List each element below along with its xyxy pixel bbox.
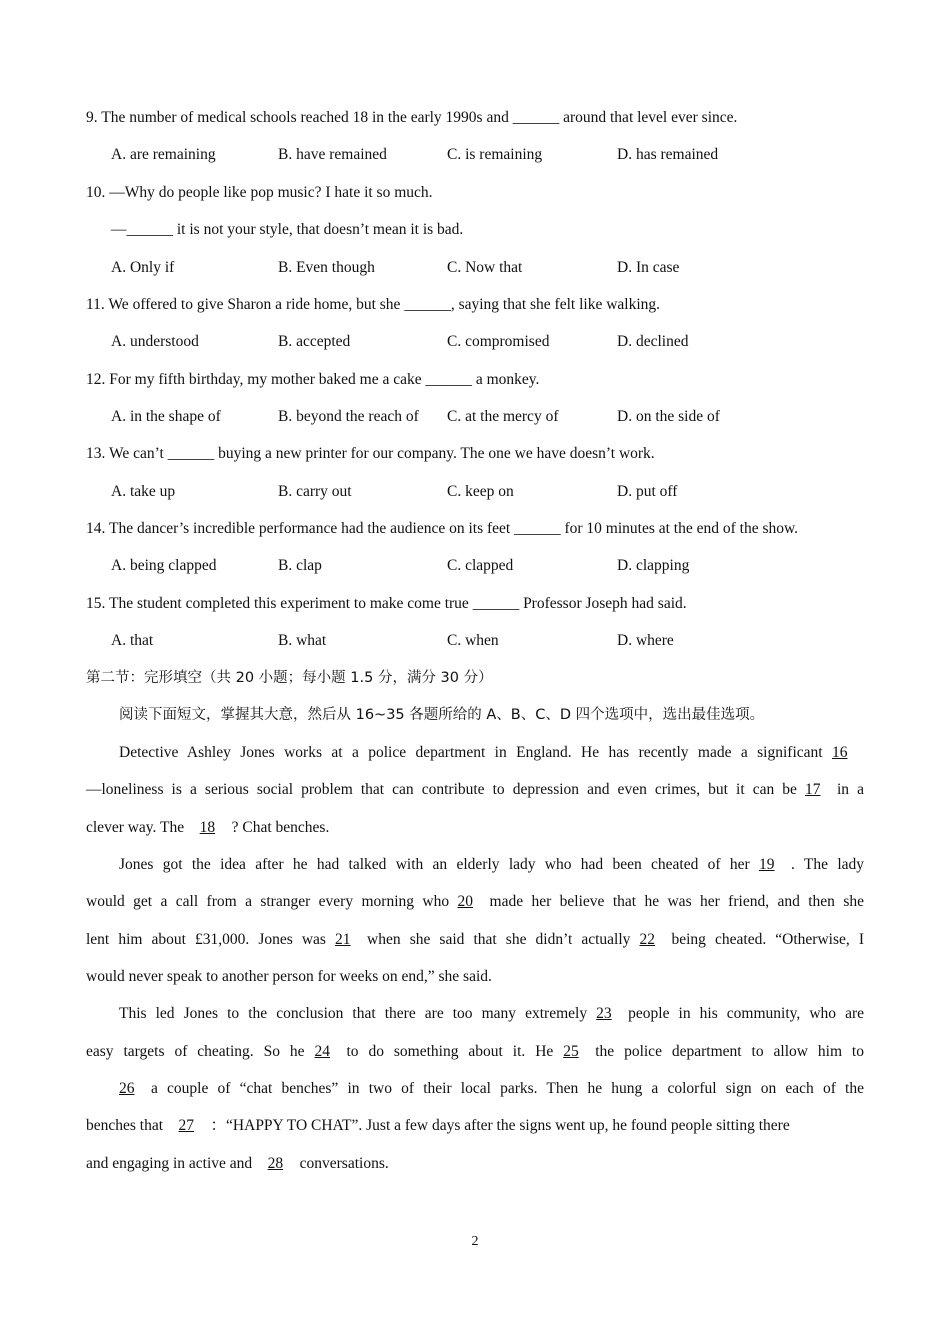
question-stem: —Why do people like pop music? I hate it so much. <box>109 184 433 201</box>
passage-text: lent him about £31,000. Jones was <box>86 931 326 948</box>
passage-text: cheated. <box>715 931 767 948</box>
question-number: 13. <box>86 445 106 462</box>
question-stem: We offered to give Sharon a ride home, but she ______, saying that she felt like walking. <box>108 296 661 313</box>
blank-28[interactable]: 28 <box>267 1155 284 1172</box>
passage-line <box>119 743 864 763</box>
option-d[interactable]: D. where <box>617 632 674 649</box>
passage-text: the police department to allow him to <box>595 1043 864 1060</box>
question-stem: We can’t ______ buying a new printer for our company. The one we have doesn’t work. <box>108 445 655 462</box>
passage-text: clever way. The <box>86 819 185 836</box>
passage-text: ? Chat benches. <box>231 819 330 836</box>
passage-text: . <box>791 856 795 873</box>
passage-line <box>119 1004 864 1024</box>
option-d[interactable]: D. In case <box>617 259 680 276</box>
passage-line <box>86 1154 866 1174</box>
option-b[interactable]: B. have remained <box>278 146 387 163</box>
question-10-reply <box>111 220 871 240</box>
question-stem: The student completed this experiment to make come true ______ Professor Joseph had said. <box>108 595 687 612</box>
question-number: 15. <box>86 595 106 612</box>
blank-25[interactable]: 25 <box>563 1043 579 1060</box>
blank-21[interactable]: 21 <box>335 931 351 948</box>
option-d[interactable]: D. put off <box>617 483 678 500</box>
passage-text: —loneliness is a serious social problem that can contribute to depression and even crimes, but it can be <box>86 781 797 798</box>
passage-text: in <box>836 781 850 798</box>
blank-20[interactable]: 20 <box>457 893 474 910</box>
option-a[interactable]: A. take up <box>111 483 176 500</box>
option-c[interactable]: C. is remaining <box>447 146 543 163</box>
option-c[interactable]: C. keep on <box>447 483 514 500</box>
question-number: 14. <box>86 520 106 537</box>
passage-line <box>86 892 864 912</box>
passage-text: conversations. <box>299 1155 389 1172</box>
question-stem: The dancer’s incredible performance had the audience on its feet ______ for 10 minutes at the end of the show. <box>108 520 799 537</box>
passage-text: easy targets of cheating. So he <box>86 1043 305 1060</box>
passage-text: This led Jones to the conclusion that there are too many extremely <box>119 1005 588 1022</box>
question-11 <box>86 295 866 315</box>
passage-text: “Otherwise, <box>775 931 850 948</box>
passage-text: when she said that she didn’t actually <box>367 931 631 948</box>
passage-text: being <box>671 931 706 948</box>
question-number: 9. <box>86 109 98 126</box>
option-c[interactable]: C. at the mercy of <box>447 408 559 425</box>
passage-text: lady <box>837 856 865 873</box>
question-number: 12. <box>86 371 106 388</box>
passage-text: to do something about it. He <box>346 1043 554 1060</box>
question-9 <box>86 108 866 128</box>
option-b[interactable]: B. clap <box>278 557 322 574</box>
blank-27[interactable]: 27 <box>178 1117 195 1134</box>
question-12 <box>86 370 866 390</box>
option-a[interactable]: A. in the shape of <box>111 408 221 425</box>
question-stem: The number of medical schools reached 18 in the early 1990s and ______ around that level ever since. <box>101 109 738 126</box>
option-c[interactable]: C. Now that <box>447 259 523 276</box>
option-b[interactable]: B. Even though <box>278 259 375 276</box>
question-number: 11. <box>86 296 105 313</box>
blank-19[interactable]: 19 <box>759 856 775 873</box>
passage-text: ：“HAPPY TO CHAT”. Just a few days after the signs went up, he found people sitting there <box>210 1117 790 1134</box>
option-b[interactable]: B. what <box>278 632 327 649</box>
section-instruction: 阅读下面短文，掌握其大意，然后从 16~35 各题所给的 A、B、C、D 四个选项中，选出最佳选项。 <box>119 707 765 723</box>
blank-17[interactable]: 17 <box>804 781 821 798</box>
passage-text: The <box>803 856 829 873</box>
passage-text: I <box>858 931 865 948</box>
passage-text: made her believe that he was her friend, and then she <box>489 893 864 910</box>
passage-text: people in his community, who are <box>628 1005 864 1022</box>
option-c[interactable]: C. clapped <box>447 557 514 574</box>
option-a[interactable]: A. being clapped <box>111 557 217 574</box>
passage-line <box>86 1116 866 1136</box>
passage-text: a couple of “chat benches” in two of their local parks. Then he hung a colorful sign on each of the <box>151 1080 864 1097</box>
option-a[interactable]: A. understood <box>111 333 199 350</box>
passage-line <box>86 780 864 800</box>
passage-line: would never speak to another person for weeks on end,” she said. <box>86 968 492 985</box>
passage-text: Jones got the idea after he had talked with an elderly lady who had been cheated of her <box>119 856 750 873</box>
blank-16[interactable]: 16 <box>832 744 848 761</box>
passage-line <box>86 818 866 838</box>
option-d[interactable]: D. has remained <box>617 146 719 163</box>
page-number: 2 <box>471 1234 479 1249</box>
blank-24[interactable]: 24 <box>314 1043 330 1060</box>
option-a[interactable]: A. are remaining <box>111 146 216 163</box>
passage-text: benches that <box>86 1117 164 1134</box>
option-c[interactable]: C. when <box>447 632 499 649</box>
question-13 <box>86 444 866 464</box>
passage-line <box>86 930 864 950</box>
blank-26[interactable]: 26 <box>119 1080 135 1097</box>
blank-23[interactable]: 23 <box>596 1005 612 1022</box>
passage-text: would get a call from a stranger every morning who <box>86 893 450 910</box>
question-stem-reply: —______ it is not your style, that doesn’t mean it is bad. <box>111 221 464 238</box>
option-c[interactable]: C. compromised <box>447 333 550 350</box>
question-stem: For my fifth birthday, my mother baked me a cake ______ a monkey. <box>109 371 540 388</box>
question-15 <box>86 594 866 614</box>
passage-text: Detective Ashley Jones works at a police department in England. He has recently made a significant <box>119 744 823 761</box>
passage-line <box>119 1079 864 1099</box>
passage-line <box>86 1042 864 1062</box>
option-b[interactable]: B. beyond the reach of <box>278 408 419 425</box>
question-number: 10. <box>86 184 106 201</box>
passage-text: and engaging in active and <box>86 1155 253 1172</box>
question-14 <box>86 519 866 539</box>
option-d[interactable]: D. declined <box>617 333 689 350</box>
passage-text: a <box>857 781 865 798</box>
blank-22[interactable]: 22 <box>639 931 655 948</box>
option-d[interactable]: D. clapping <box>617 557 690 574</box>
option-b[interactable]: B. accepted <box>278 333 351 350</box>
option-d[interactable]: D. on the side of <box>617 408 720 425</box>
section-heading: 第二节：完形填空（共 20 小题；每小题 1.5 分，满分 30 分） <box>86 670 493 686</box>
option-b[interactable]: B. carry out <box>278 483 352 500</box>
option-a[interactable]: A. that <box>111 632 154 649</box>
option-a[interactable]: A. Only if <box>111 259 175 276</box>
passage-line <box>119 855 864 875</box>
question-10 <box>86 183 866 203</box>
blank-18[interactable]: 18 <box>199 819 216 836</box>
